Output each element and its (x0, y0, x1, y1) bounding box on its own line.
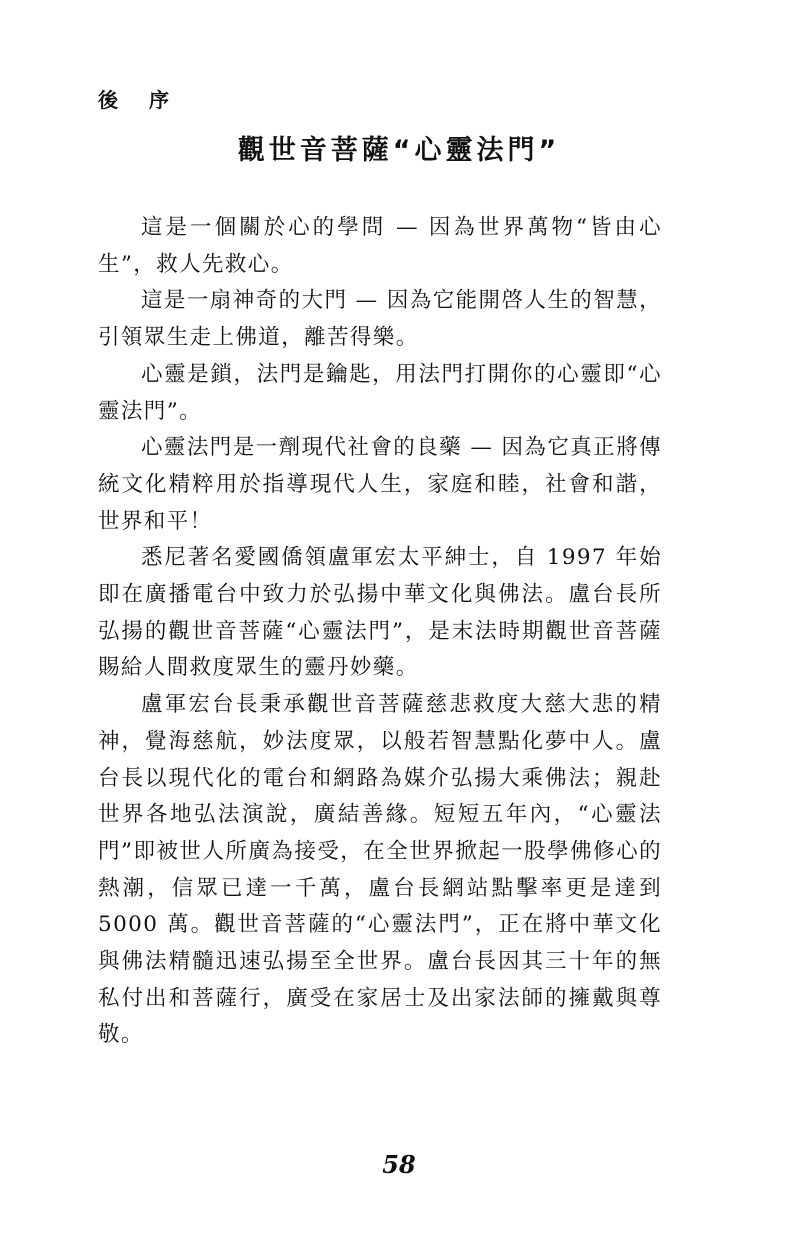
paragraph: 盧軍宏台長秉承觀世音菩薩慈悲救度大慈大悲的精神，覺海慈航，妙法度眾，以般若智慧點化夢中人。盧台長以現代化的電台和網路為媒介弘揚大乘佛法；親赴世界各地弘法演說，廣結善緣。短短五年內，“心靈法門”即被世人所廣為接受，在全世界掀起一股學佛修心的熱潮，信眾已達一千萬，盧台長網站點擊率更是達到 5000 萬。觀世音菩薩的“心靈法門”，正在將中華文化與佛法精髓迅速弘揚至全世界。盧台長因其三十年的無私付出和菩薩行，廣受在家居士及出家法師的擁戴與尊敬。 (98, 692, 662, 1048)
paragraph: 心靈是鎖，法門是鑰匙，用法門打開你的心靈即“心靈法門”。 (98, 361, 662, 424)
page-number: 58 (382, 1150, 416, 1179)
section-label: 後 序 (98, 88, 181, 112)
paragraph: 悉尼著名愛國僑領盧軍宏太平紳士，自 1997 年始即在廣播電台中致力於弘揚中華文化與佛法。盧台長所弘揚的觀世音菩薩“心靈法門”，是末法時期觀世音菩薩賜給人間救度眾生的靈丹妙藥。 (98, 545, 662, 681)
body-text (98, 210, 662, 1054)
paragraph: 這是一個關於心的學問 — 因為世界萬物“皆由心生”，救人先救心。 (98, 215, 662, 277)
page-title: 觀世音菩薩“心靈法門” (237, 135, 561, 166)
paragraph: 心靈法門是一劑現代社會的良藥 — 因為它真正將傳統文化精粹用於指導現代人生，家庭和睦，社會和諧，世界和平！ (98, 435, 662, 534)
paragraph: 這是一扇神奇的大門 — 因為它能開啓人生的智慧，引領眾生走上佛道，離苦得樂。 (98, 288, 662, 351)
